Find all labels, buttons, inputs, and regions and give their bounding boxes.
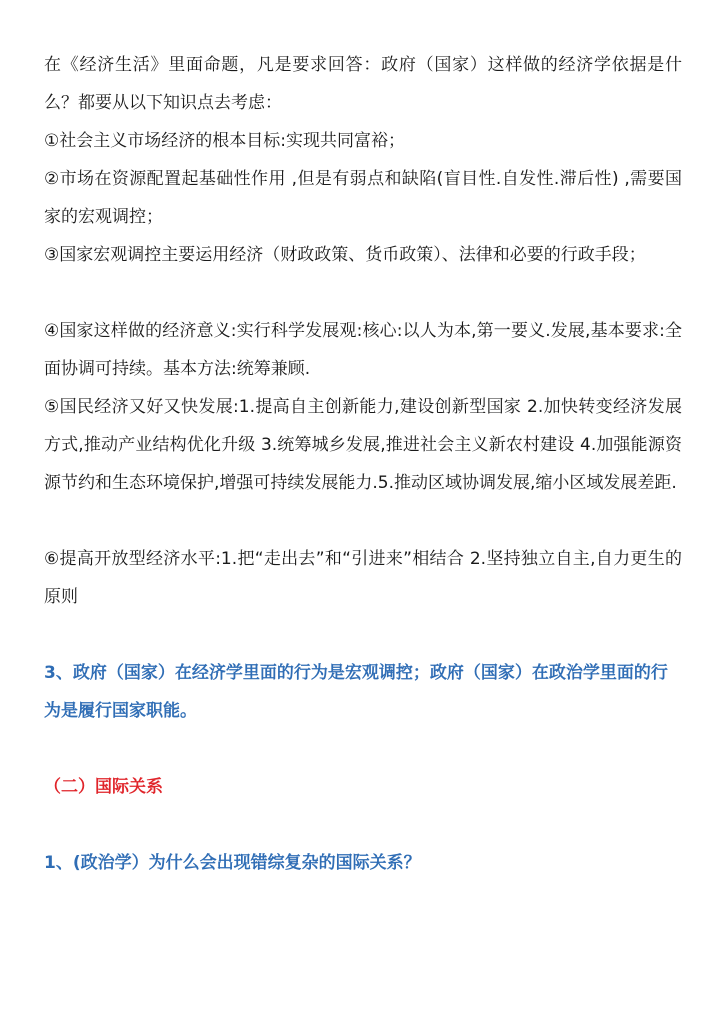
key-point-3-heading: 3、政府（国家）在经济学里面的行为是宏观调控；政府（国家）在政治学里面的行为是履行国家职能。	[44, 663, 668, 721]
question-1-heading: 1、(政治学）为什么会出现错综复杂的国际关系？	[44, 853, 421, 873]
point-5-paragraph: ⑤国民经济又好又快发展:1.提高自主创新能力,建设创新型国家 2.加快转变经济发展方式,推动产业结构优化升级 3.统筹城乡发展,推进社会主义新农村建设 4.加强能源资源节约和生态环境保护,增强可持续发展能力.5.推动区域协调发展,缩小区域发展差距.	[44, 397, 682, 493]
point-3-paragraph: ③国家宏观调控主要运用经济（财政政策、货币政策）、法律和必要的行政手段；	[44, 245, 646, 265]
spacer	[44, 806, 682, 844]
spacer	[44, 616, 682, 654]
spacer	[44, 274, 682, 312]
intro-paragraph: 在《经济生活》里面命题，凡是要求回答：政府（国家）这样做的经济学依据是什么？都要从以下知识点去考虑：	[44, 55, 682, 113]
point-6-paragraph: ⑥提高开放型经济水平:1.把“走出去”和“引进来”相结合 2.坚持独立自主,自力更生的原则	[44, 549, 682, 607]
spacer	[44, 730, 682, 768]
point-1-paragraph: ①社会主义市场经济的根本目标:实现共同富裕；	[44, 131, 405, 151]
spacer	[44, 502, 682, 540]
point-4-paragraph: ④国家这样做的经济意义:实行科学发展观:核心:以人为本,第一要义.发展,基本要求:全面协调可持续。基本方法:统筹兼顾.	[44, 321, 682, 379]
section-2-heading: （二）国际关系	[44, 777, 163, 797]
point-2-paragraph: ②市场在资源配置起基础性作用 ,但是有弱点和缺陷(盲目性.自发性.滞后性) ,需要国家的宏观调控；	[44, 169, 682, 227]
